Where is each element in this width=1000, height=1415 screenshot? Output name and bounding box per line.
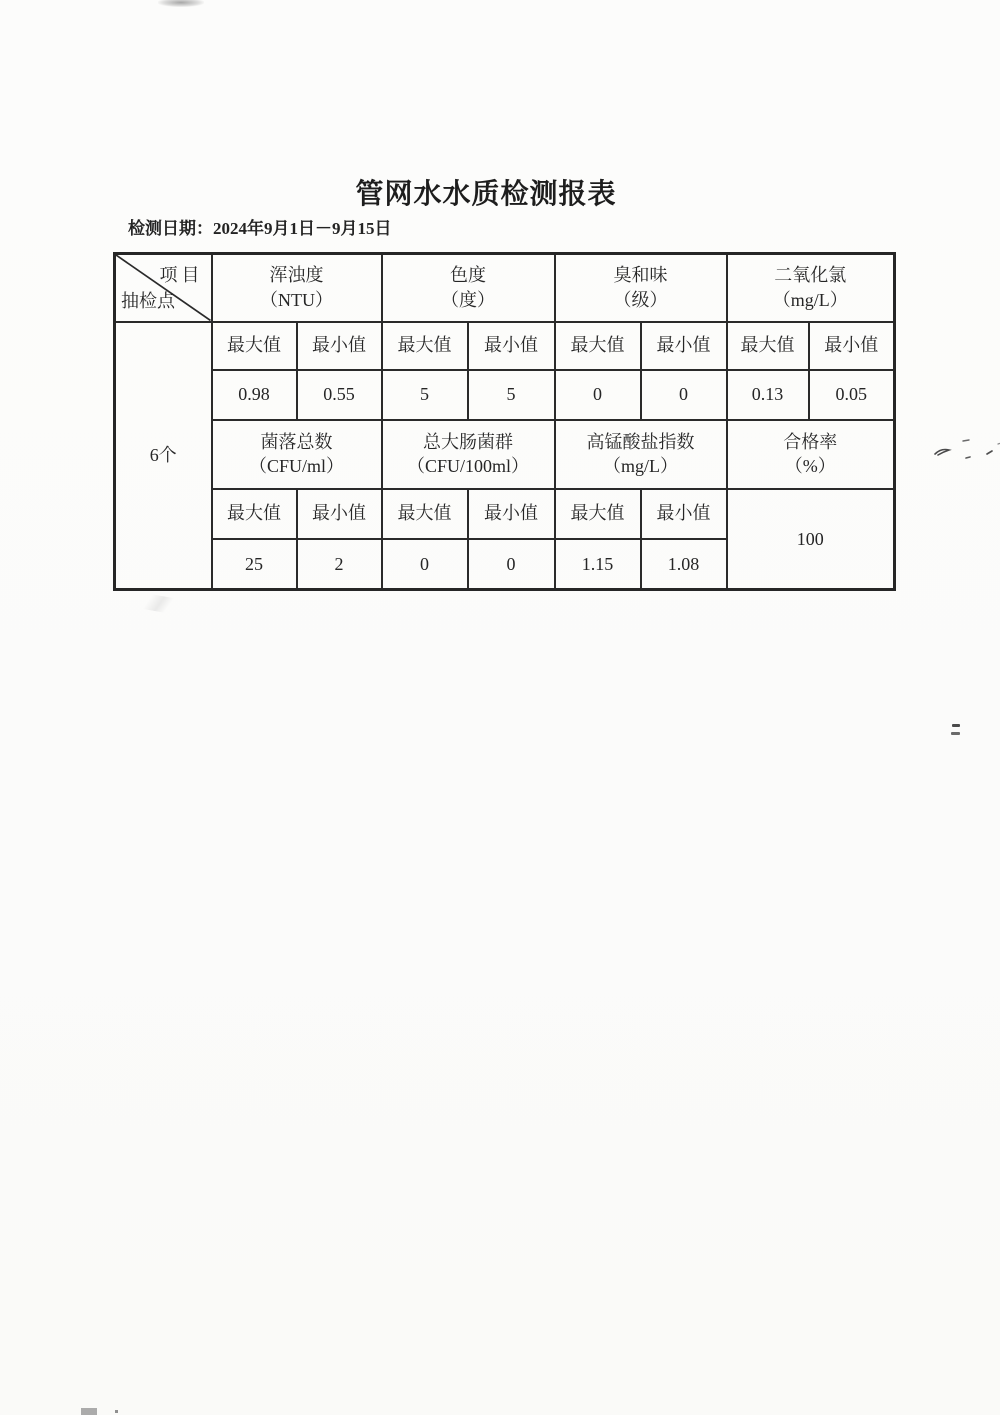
- param-unit: （NTU）: [260, 289, 333, 310]
- param-name: 浑浊度: [269, 265, 324, 286]
- sample-count-cell: 6个: [115, 322, 212, 590]
- pen-mark-right: [925, 433, 1000, 465]
- max-label: 最大值: [382, 322, 468, 370]
- scan-speck: [115, 1410, 118, 1413]
- total-coliforms-min-value: 0: [468, 539, 555, 590]
- header-color: [382, 254, 555, 322]
- header-chlorine-dioxide: [727, 254, 895, 322]
- header-total-colonies: [212, 420, 382, 489]
- min-label: 最小值: [641, 322, 727, 370]
- table-corner-cell: [115, 254, 212, 322]
- total-colonies-min-value: 2: [297, 539, 382, 590]
- turbidity-max-value: 0.98: [212, 370, 297, 420]
- header-odor: [555, 254, 727, 322]
- min-label: 最小值: [468, 489, 555, 539]
- param-name: 总大肠菌群: [423, 431, 513, 452]
- chlorine-dioxide-max-value: 0.13: [727, 370, 809, 420]
- turbidity-min-value: 0.55: [297, 370, 382, 420]
- min-label: 最小值: [297, 489, 382, 539]
- scan-smear-below-table: [129, 591, 193, 618]
- scan-smudge-top: [158, 0, 204, 7]
- chlorine-dioxide-min-value: 0.05: [809, 370, 895, 420]
- min-label: 最小值: [468, 322, 555, 370]
- corner-label-item: 项目: [159, 265, 204, 285]
- odor-min-value: 0: [641, 370, 727, 420]
- param-name: 合格率: [783, 431, 838, 452]
- param-name: 高锰酸盐指数: [586, 431, 695, 452]
- param-unit: （度）: [441, 289, 495, 310]
- page-title: 管网水水质检测报表: [355, 179, 617, 210]
- test-date-line: 检测日期：2024年9月1日－9月15日: [128, 219, 392, 238]
- corner-label-point: 抽检点: [121, 291, 175, 312]
- param-name: 二氧化氯: [774, 265, 847, 286]
- min-label: 最小值: [297, 322, 382, 370]
- color-max-value: 5: [382, 370, 468, 420]
- min-label: 最小值: [809, 322, 895, 370]
- odor-max-value: 0: [555, 370, 641, 420]
- header-permanganate-index: [555, 420, 727, 489]
- max-label: 最大值: [212, 322, 297, 370]
- max-label: 最大值: [555, 322, 641, 370]
- param-name: 臭和味: [613, 265, 668, 286]
- color-min-value: 5: [468, 370, 555, 420]
- min-label: 最小值: [641, 489, 727, 539]
- pass-rate-value: 100: [727, 489, 895, 590]
- max-label: 最大值: [727, 322, 809, 370]
- param-unit: （mg/L）: [772, 289, 848, 310]
- param-name: 色度: [450, 265, 486, 286]
- param-unit: （级）: [613, 289, 668, 310]
- param-name: 菌落总数: [260, 431, 333, 452]
- max-label: 最大值: [212, 489, 297, 539]
- scan-mark-bottom-left: [81, 1408, 97, 1415]
- max-label: 最大值: [555, 489, 641, 539]
- param-unit: （CFU/100ml）: [406, 456, 530, 476]
- param-unit: （%）: [784, 456, 836, 476]
- header-turbidity: [212, 254, 382, 322]
- max-label: 最大值: [382, 489, 468, 539]
- total-coliforms-max-value: 0: [382, 539, 468, 590]
- permanganate-min-value: 1.08: [641, 539, 727, 590]
- param-unit: （CFU/ml）: [248, 456, 345, 476]
- param-unit: （mg/L）: [603, 456, 678, 476]
- header-total-coliforms: [382, 420, 555, 489]
- water-quality-table: [113, 252, 896, 591]
- scan-speck: [952, 724, 960, 727]
- header-pass-rate: [727, 420, 895, 489]
- total-colonies-max-value: 25: [212, 539, 297, 590]
- scan-speck: [951, 732, 960, 735]
- permanganate-max-value: 1.15: [555, 539, 641, 590]
